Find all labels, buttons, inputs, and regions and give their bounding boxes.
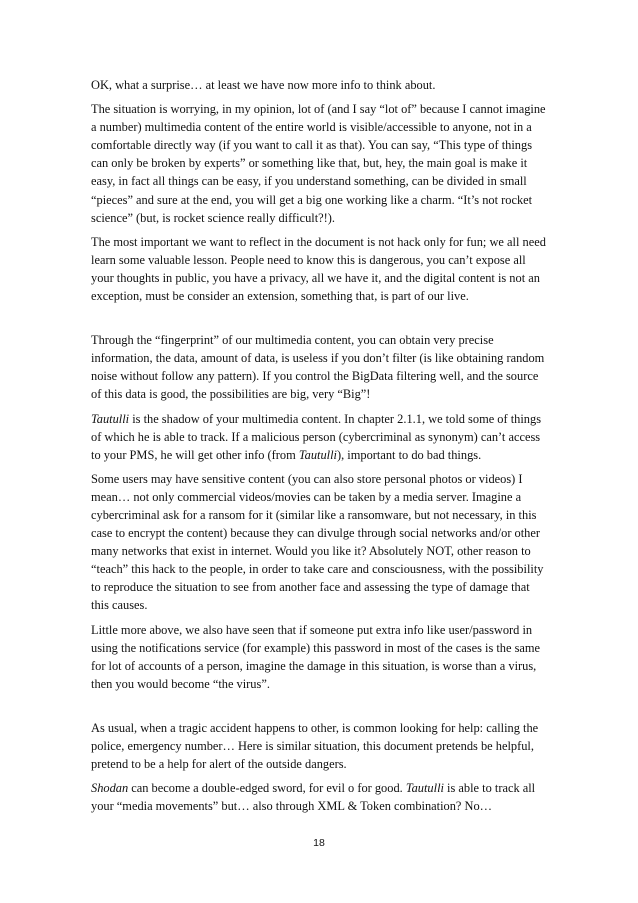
italic-term: Tautulli	[91, 411, 130, 426]
document-body	[91, 76, 549, 821]
italic-term: Tautulli	[405, 781, 444, 796]
paragraph-text: Little more above, we also have seen that if someone put extra info like user/password in using the notifications service (for example) this password in most of the cases is the same for lot of accounts of a person, imagine the damage in this situation, is worse than a virus, then you would become “the virus”.	[91, 622, 541, 691]
paragraph-text: The situation is worrying, in my opinion, lot of (and I say “lot of” because I cannot imagine a number) multimedia content of the entire world is visible/accessible to anyone, not in a comfortable directly way (if you want to call it as that). You can say, “This type of things can only be broken by experts” or something like that, but, hey, the main goal is make it easy, in fact all things can be easy, if you understand something, can be divided in small “pieces” and sure at the end, you will get a big one working like a charm. “It’s not rocket science” (but, is rocket science really difficult?!).	[91, 102, 546, 225]
page-number: 18	[313, 837, 325, 849]
paragraph	[91, 331, 549, 403]
italic-term: Shodan	[91, 781, 129, 796]
paragraph	[91, 621, 549, 693]
paragraph-text: As usual, when a tragic accident happens to other, is common looking for help: calling the police, emergency number… Here is similar situation, this document pretends be helpful, pretend to be a help for alert of the outside dangers.	[91, 720, 539, 772]
paragraph	[91, 233, 549, 305]
paragraph-text: The most important we want to reflect in the document is not hack only for fun; we all need learn some valuable lesson. People need to know this is dangerous, you can’t expose all your thoughts in public, you have a privacy, all we have it, and the digital content is not an exception, must be consider an extension, something that, is part of our live.	[91, 234, 546, 304]
paragraph	[91, 470, 549, 615]
paragraph-text: is able to track all your “media movements” but… also through XML & Token combination? No…	[91, 781, 536, 814]
paragraph-text: Some users may have sensitive content (you can also store personal photos or videos) I mean… not only commercial videos/movies can be taken by a media server. Imagine a cybercriminal ask for a ransom for it (similar like a ransomware, but not necessary, in this case to encrypt the content) because they can divulge through social networks and/or other many networks that exist in internet. Would you like it? Absolutely NOT, other reason to “teach” this hack to the people, in order to take care and consciousness, with the possibility to reproduce the situation to see from another face and assessing the type of damage that this causes.	[91, 471, 544, 613]
paragraph-text: Through the “fingerprint” of our multimedia content, you can obtain very precise information, the data, amount of data, is useless if you don’t filter (is like obtaining random noise without follow any pattern). If you control the BigData filtering well, and the source of this data is good, the possibilities are big, very “Big”!	[91, 333, 545, 402]
paragraph	[91, 779, 549, 815]
italic-term: Tautulli	[298, 447, 337, 462]
paragraph-text: is the shadow of your multimedia content. In chapter 2.1.1, we told some of things of which he is able to track. If a malicious person (cybercriminal as synonym) can’t access to your PMS, he will get other info (from	[91, 411, 542, 462]
paragraph-text: ), important to do bad things.	[336, 447, 482, 462]
paragraph	[91, 76, 549, 94]
paragraph-text: OK, what a surprise… at least we have now more info to think about.	[91, 78, 436, 92]
paragraph	[91, 410, 549, 464]
paragraph-text: can become a double-edged sword, for evil o for good.	[128, 781, 406, 796]
paragraph	[91, 719, 549, 773]
paragraph	[91, 100, 549, 227]
